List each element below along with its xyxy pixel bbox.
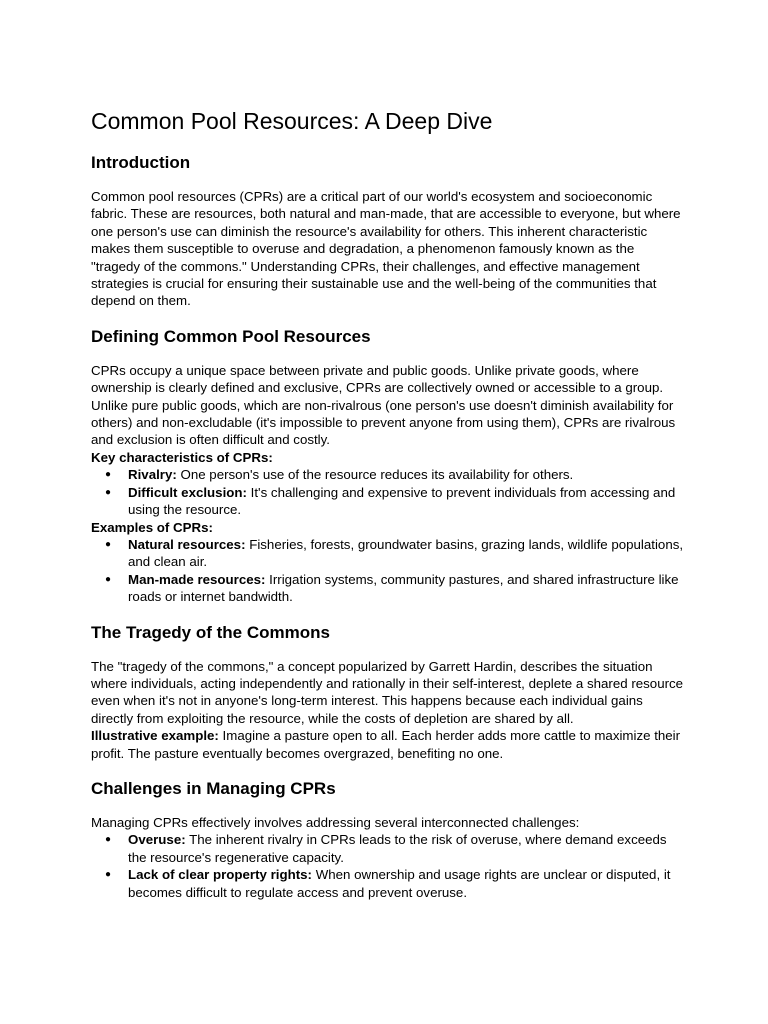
challenges-intro: Managing CPRs effectively involves addressing several interconnected challenges: <box>91 814 580 830</box>
list-item: ● Overuse: The inherent rivalry in CPRs leads to the risk of overuse, where demand exceeds the resource's regenerative capacity. <box>91 831 687 866</box>
list-item: ● Man-made resources: Irrigation systems, community pastures, and shared infrastructure like roads or internet bandwidth. <box>91 571 687 606</box>
challenges-heading: Challenges in Managing CPRs <box>91 778 336 798</box>
characteristics-list <box>91 466 687 518</box>
introduction-paragraph: Common pool resources (CPRs) are a critical part of our world's ecosystem and socioeconomic fabric. These are resources, both natural and man-made, that are accessible to everyone, but where one person's use can diminish the resource's availability for others. This inherent characteristic makes them susceptible to overuse and degradation, a phenomenon famously known as the "tragedy of the commons." Understanding CPRs, their challenges, and effective management strategies is crucial for ensuring their sustainable use and the well-being of the communities that depend on them. <box>91 189 681 309</box>
tragedy-paragraph: The "tragedy of the commons," a concept popularized by Garrett Hardin, describes the situation where individuals, acting independently and rationally in their self-interest, deplete a shared resource even when it's not in anyone's long-term interest. This happens because each individual gains directly from exploiting the resource, while the costs of depletion are shared by all. <box>91 658 684 726</box>
defining-heading: Defining Common Pool Resources <box>91 326 371 346</box>
list-item: ● Lack of clear property rights: When ownership and usage rights are unclear or disputed, it becomes difficult to regulate access and prevent overuse. <box>91 866 687 901</box>
list-item: ● Rivalry: One person's use of the resource reduces its availability for others. <box>91 466 687 483</box>
characteristics-label: Key characteristics of CPRs: <box>91 449 273 465</box>
list-item: ● Natural resources: Fisheries, forests, groundwater basins, grazing lands, wildlife populations, and clean air. <box>91 536 687 571</box>
document-body <box>91 104 687 901</box>
examples-label: Examples of CPRs: <box>91 519 213 535</box>
list-item: ● Difficult exclusion: It's challenging and expensive to prevent individuals from accessing and using the resource. <box>91 484 687 519</box>
tragedy-heading: The Tragedy of the Commons <box>91 622 330 642</box>
page-title: Common Pool Resources: A Deep Dive <box>91 108 493 134</box>
examples-list <box>91 536 687 606</box>
illustrative-example: Illustrative example: Imagine a pasture open to all. Each herder adds more cattle to maximize their profit. The pasture eventually becomes overgrazed, benefiting no one. <box>91 728 681 761</box>
introduction-heading: Introduction <box>91 153 191 172</box>
challenges-list <box>91 831 687 901</box>
defining-paragraph: CPRs occupy a unique space between private and public goods. Unlike private goods, where ownership is clearly defined and exclusive, CPRs are collectively owned or accessible to a group. Unlike pure public goods, which are non-rivalrous (one person's use doesn't diminish availability for others) and non-excludable (it's impossible to prevent anyone from using them), CPRs are rivalrous and exclusion is often difficult and costly. <box>91 362 676 448</box>
